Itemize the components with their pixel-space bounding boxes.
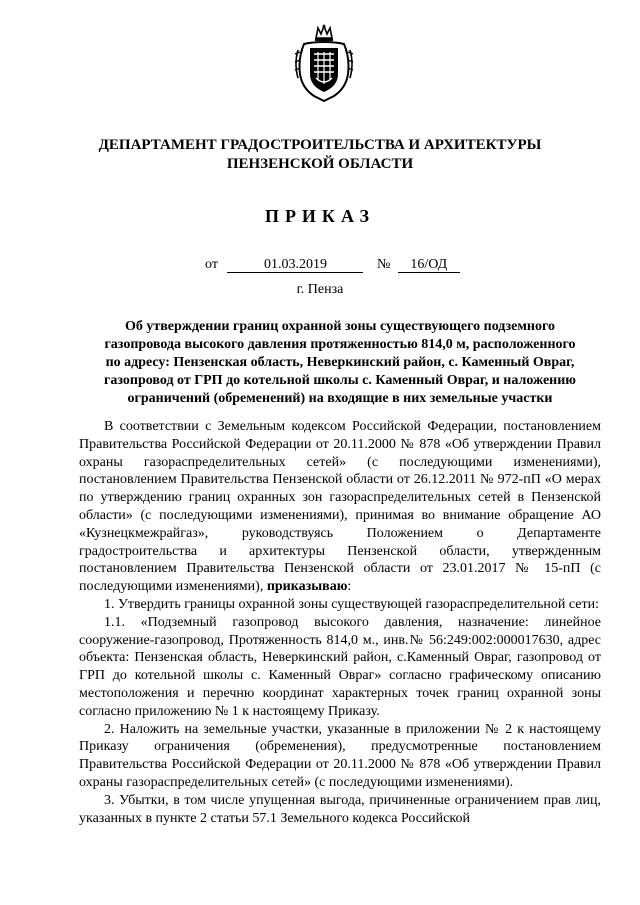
preamble-end: : xyxy=(347,579,352,595)
clause-1: 1. Утвердить границы охранной зоны существующей газораспределительной сети: xyxy=(104,596,599,612)
order-body xyxy=(79,418,601,827)
department-name-line2: ПЕНЗЕНСКОЙ ОБЛАСТИ xyxy=(226,156,414,172)
clause-2: 2. Наложить на земельные участки, указанные в приложении № 2 к настоящему Приказу ограничения (обременения), предусмотренные постановлением Правительства Российской Федерации от 20.11.2000 № 878 «Об утверждении Правил охраны газораспределительных сетей» (с последующими изменениями). xyxy=(79,721,601,790)
preamble-paragraph xyxy=(79,418,601,596)
date-number-line xyxy=(205,256,460,274)
number-label: № xyxy=(376,257,391,272)
subject-line: газопровода высокого давления протяженностью 814,0 м, расположенного xyxy=(104,337,576,352)
clause-3: 3. Убытки, в том числе упущенная выгода, причиненные ограничением прав лиц, указанных в пункте 2 статьи 57.1 Земельного кодекса Российской xyxy=(79,792,601,826)
subject-line: Об утверждении границ охранной зоны существующего подземного xyxy=(124,319,555,334)
subject-line: по адресу: Пензенская область, Неверкинский район, с. Каменный Овраг, xyxy=(105,355,575,370)
preamble-text: В соответствии с Земельным кодексом Российской Федерации, постановлением Правительства Российской Федерации от 20.11.2000 № 878 «Об утверждении Правил охраны газораспределительных сетей» (с последующими изменениями), постановлением Правительства Пензенской области от 26.12.2011 № 972-пП «О мерах по утверждению границ охранных зон газораспределительных сетей в Пензенской области» (с последующими изменениями), принимая во внимание обращение АО «Кузнецкмежрайгаз», руководствуясь Положением о Департаменте градостроительства и архитектуры Пензенской области, утвержденным постановлением Правительства Пензенской области от 23.01.2017 № 15-пП (с последующими изменениями), xyxy=(79,419,601,595)
number-value: 16/ОД xyxy=(398,257,460,273)
department-name xyxy=(0,136,640,174)
city-line: г. Пенза xyxy=(296,282,344,297)
subject-line: ограничений (обременений) на входящие в них земельные участки xyxy=(127,391,553,406)
order-keyword: приказываю xyxy=(266,579,348,595)
date-label: от xyxy=(205,257,218,272)
document-type-title: ПРИКАЗ xyxy=(264,206,376,226)
department-name-line1: ДЕПАРТАМЕНТ ГРАДОСТРОИТЕЛЬСТВА И АРХИТЕКТУРЫ xyxy=(98,137,542,153)
order-subject xyxy=(80,318,600,408)
subject-line: газопровод от ГРП до котельной школы с. Каменный Овраг, и наложению xyxy=(103,373,576,388)
date-value: 01.03.2019 xyxy=(227,257,363,273)
clause-1-1: 1.1. «Подземный газопровод высокого давления, назначение: линейное сооружение-газопровод, Протяженность 814,0 м., инв.№ 56:249:002:000017630, адрес объекта: Пензенская область, Неверкинский район, с.Каменный Овраг, газопровод от ГРП до котельной школы с. Каменный Овраг» согласно графическому описанию местоположения и перечню координат характерных точек границ охранной зоны согласно приложению № 1 к настоящему Приказу. xyxy=(79,614,601,719)
coat-of-arms-emblem xyxy=(292,24,356,102)
